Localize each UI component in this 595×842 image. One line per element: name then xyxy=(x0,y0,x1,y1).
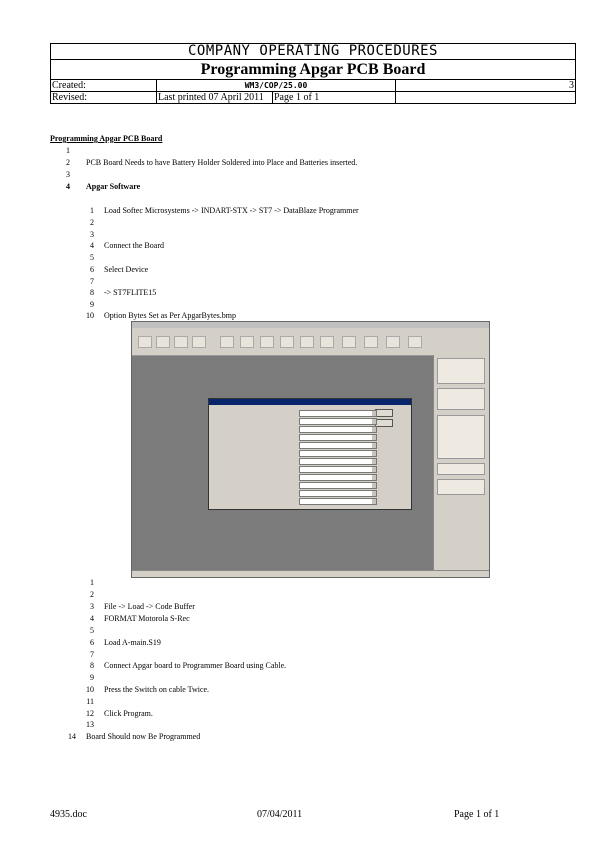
option-row xyxy=(215,466,375,472)
substep-text: Click Program. xyxy=(104,709,153,718)
databaze-programmer-screenshot xyxy=(131,321,490,578)
option-select[interactable] xyxy=(299,490,377,497)
procedure-heading: Programming Apgar PCB Board xyxy=(50,134,163,143)
step-number: 4 xyxy=(66,182,70,191)
step-text: Apgar Software xyxy=(86,182,141,191)
substep-number: 13 xyxy=(86,720,94,729)
substep-text: Connect the Board xyxy=(104,241,164,250)
substep-text: Press the Switch on cable Twice. xyxy=(104,685,210,694)
substep-number: 9 xyxy=(90,673,94,682)
toolbar-blank-icon xyxy=(240,336,254,348)
panel-device-box xyxy=(437,388,485,410)
substep-text: Connect Apgar board to Programmer Board using Cable. xyxy=(104,661,287,670)
step-number: 3 xyxy=(66,170,70,179)
toolbar-load-icon xyxy=(174,336,188,348)
step-number: 14 xyxy=(68,732,76,741)
substep-number: 9 xyxy=(90,300,94,309)
panel-options-box xyxy=(437,479,485,495)
option-select[interactable] xyxy=(299,410,377,417)
substep-number: 10 xyxy=(86,311,94,320)
toolbar-device-icon xyxy=(220,336,234,348)
option-select[interactable] xyxy=(299,474,377,481)
substep-number: 11 xyxy=(86,697,94,706)
created-label: Created: xyxy=(51,80,157,92)
panel-checksum-box xyxy=(437,463,485,475)
option-row xyxy=(215,458,375,464)
issue-number: 3 xyxy=(396,80,576,92)
substep-text: -> ST7FLITE15 xyxy=(104,288,157,297)
substep-number: 10 xyxy=(86,685,94,694)
window-toolbar xyxy=(132,333,489,356)
option-select[interactable] xyxy=(299,450,377,457)
substep-text: FORMAT Motorola S-Rec xyxy=(104,614,190,623)
toolbar-exit-icon xyxy=(408,336,422,348)
footer-filename: 4935.doc xyxy=(50,809,87,820)
footer-page: Page 1 of 1 xyxy=(454,809,500,820)
toolbar-verify-icon xyxy=(260,336,274,348)
substep-number: 6 xyxy=(90,265,94,274)
document-header-table xyxy=(50,43,576,104)
step-number: 1 xyxy=(66,146,70,155)
option-row xyxy=(215,498,375,504)
window-statusbar xyxy=(132,570,489,577)
toolbar-erase-icon xyxy=(364,336,378,348)
toolbar-auto-icon xyxy=(320,336,334,348)
revised-label: Revised: xyxy=(51,92,157,104)
option-row xyxy=(215,490,375,496)
substep-number: 1 xyxy=(90,578,94,587)
substep-number: 7 xyxy=(90,650,94,659)
option-row xyxy=(215,410,375,416)
header-page: Page 1 of 1 xyxy=(273,92,396,104)
toolbar-read-icon xyxy=(300,336,314,348)
step-number: 2 xyxy=(66,158,70,167)
substep-number: 8 xyxy=(90,661,94,670)
dialog-titlebar xyxy=(209,399,411,405)
toolbar-program-icon xyxy=(280,336,294,348)
panel-buffer-box xyxy=(437,415,485,459)
footer-date: 07/04/2011 xyxy=(257,809,303,820)
substep-text: Load A-main.S19 xyxy=(104,638,161,647)
document-code: WM3/COP/25.00 xyxy=(157,80,396,92)
substep-number: 4 xyxy=(90,241,94,250)
dialog-cancel-button[interactable] xyxy=(375,419,393,427)
option-select[interactable] xyxy=(299,442,377,449)
option-row xyxy=(215,442,375,448)
option-select[interactable] xyxy=(299,418,377,425)
panel-programmer-box xyxy=(437,358,485,384)
toolbar-open-icon xyxy=(138,336,152,348)
document-title: Programming Apgar PCB Board xyxy=(51,60,576,80)
toolbar-tools-icon xyxy=(342,336,356,348)
step-text: PCB Board Needs to have Battery Holder Soldered into Place and Batteries inserted. xyxy=(86,158,358,167)
option-row xyxy=(215,482,375,488)
option-select[interactable] xyxy=(299,466,377,473)
company-heading: COMPANY OPERATING PROCEDURES xyxy=(51,44,576,60)
toolbar-buffer-icon xyxy=(192,336,206,348)
option-row xyxy=(215,418,375,424)
option-select[interactable] xyxy=(299,482,377,489)
option-row xyxy=(215,450,375,456)
option-select[interactable] xyxy=(299,434,377,441)
toolbar-info-icon xyxy=(386,336,400,348)
substep-number: 8 xyxy=(90,288,94,297)
substep-text: Option Bytes Set as Per ApgarBytes.bmp xyxy=(104,311,236,320)
substep-number: 1 xyxy=(90,206,94,215)
substep-number: 3 xyxy=(90,602,94,611)
option-select[interactable] xyxy=(299,426,377,433)
substep-text: File -> Load -> Code Buffer xyxy=(104,602,195,611)
substep-number: 4 xyxy=(90,614,94,623)
substep-text: Load Softec Microsystems -> INDART-STX -> ST7 -> DataBlaze Programmer xyxy=(104,206,359,215)
status-side-panel xyxy=(433,355,489,571)
substep-number: 5 xyxy=(90,253,94,262)
step-text: Board Should now Be Programmed xyxy=(86,732,201,741)
substep-number: 2 xyxy=(90,590,94,599)
option-bytes-dialog xyxy=(208,398,412,510)
dialog-ok-button[interactable] xyxy=(375,409,393,417)
last-printed: Last printed 07 April 2011 xyxy=(157,92,273,104)
substep-number: 3 xyxy=(90,230,94,239)
substep-number: 7 xyxy=(90,277,94,286)
option-select[interactable] xyxy=(299,458,377,465)
option-row xyxy=(215,426,375,432)
option-row xyxy=(215,434,375,440)
substep-text: Select Device xyxy=(104,265,149,274)
substep-number: 2 xyxy=(90,218,94,227)
option-select[interactable] xyxy=(299,498,377,505)
header-empty-cell xyxy=(396,92,576,104)
toolbar-save-icon xyxy=(156,336,170,348)
substep-number: 12 xyxy=(86,709,94,718)
substep-number: 5 xyxy=(90,626,94,635)
substep-number: 6 xyxy=(90,638,94,647)
option-row xyxy=(215,474,375,480)
